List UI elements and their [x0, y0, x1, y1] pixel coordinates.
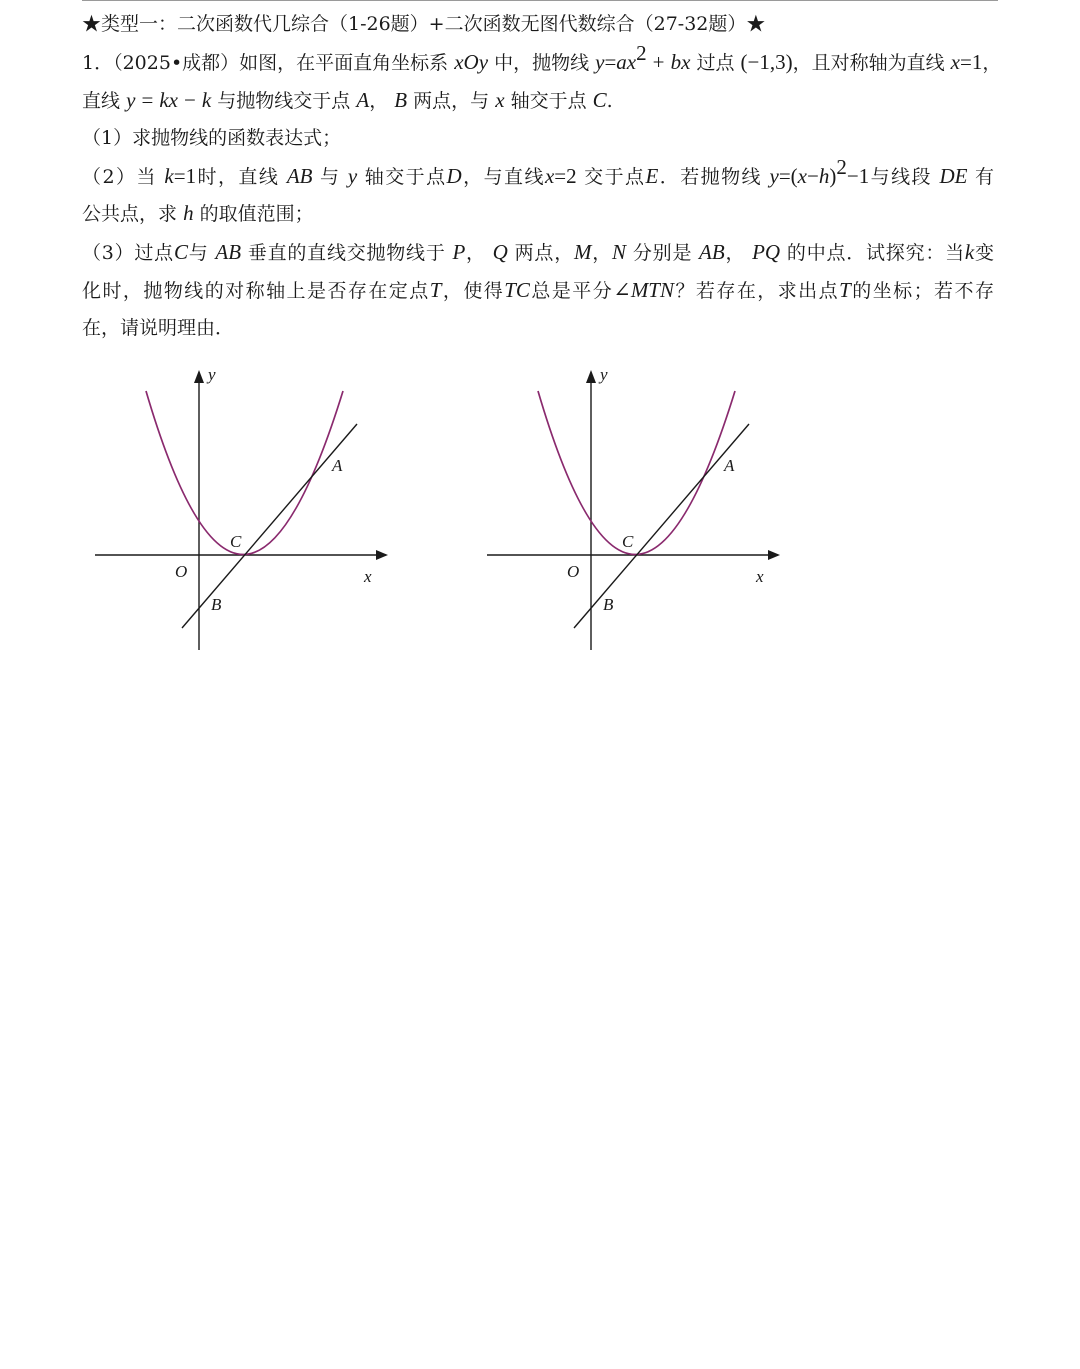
- question-3-line-1: （3）过点C与 AB 垂直的直线交抛物线于 P， Q 两点，M，N 分别是 AB， PQ 的中点．试探究：当k变: [82, 240, 995, 264]
- question-2-line-2: 公共点，求 h 的取值范围；: [82, 201, 314, 225]
- point-c-label: C: [230, 532, 242, 551]
- parabola-curve: [538, 391, 735, 555]
- point-c-label: C: [622, 532, 634, 551]
- point-a-label: A: [724, 456, 735, 475]
- section-header: ★类型一：二次函数代几综合（1-26题）+二次函数无图代数综合（27-32题）★: [82, 13, 766, 35]
- problem-intro-line-2: 直线 y = kx − k 与抛物线交于点 A， B 两点，与 x 轴交于点 C.: [82, 88, 613, 112]
- line-ab: [574, 424, 749, 628]
- question-3-line-3: 在，请说明理由．: [82, 317, 235, 339]
- y-axis-label: y: [600, 365, 608, 384]
- point-b-label: B: [211, 595, 222, 614]
- point-b-label: B: [603, 595, 614, 614]
- x-axis-label: x: [756, 567, 764, 586]
- line-ab: [182, 424, 357, 628]
- y-axis-arrow-icon: [586, 370, 596, 383]
- origin-label: O: [567, 562, 580, 581]
- origin-label: O: [175, 562, 188, 581]
- figure-graph-2: [482, 360, 792, 660]
- figure-graph-1: [90, 360, 400, 660]
- question-2-line-1: （2）当 k=1时，直线 AB 与 y 轴交于点D，与直线x=2 交于点E．若抛物线 $y=(x-h)^2-1$与线段 DE 有: [82, 155, 994, 188]
- x-axis-arrow-icon: [768, 550, 780, 560]
- top-rule: [82, 0, 998, 1]
- parabola-curve: [146, 391, 343, 555]
- y-axis-label: y: [208, 365, 216, 384]
- x-axis-arrow-icon: [376, 550, 388, 560]
- y-axis-arrow-icon: [194, 370, 204, 383]
- x-axis-label: x: [364, 567, 372, 586]
- point-a-label: A: [332, 456, 343, 475]
- question-1: （1）求抛物线的函数表达式；: [82, 127, 342, 149]
- problem-intro-line: 1．（2025•成都）如图，在平面直角坐标系 xOy 中，抛物线 $y=ax^2$ + bx 过点 (−1,3)，且对称轴为直线 x=1，: [82, 41, 1002, 74]
- question-3-line-2: 化时，抛物线的对称轴上是否存在定点T，使得TC总是平分∠MTN？若存在，求出点T的坐标；若不存: [82, 278, 994, 302]
